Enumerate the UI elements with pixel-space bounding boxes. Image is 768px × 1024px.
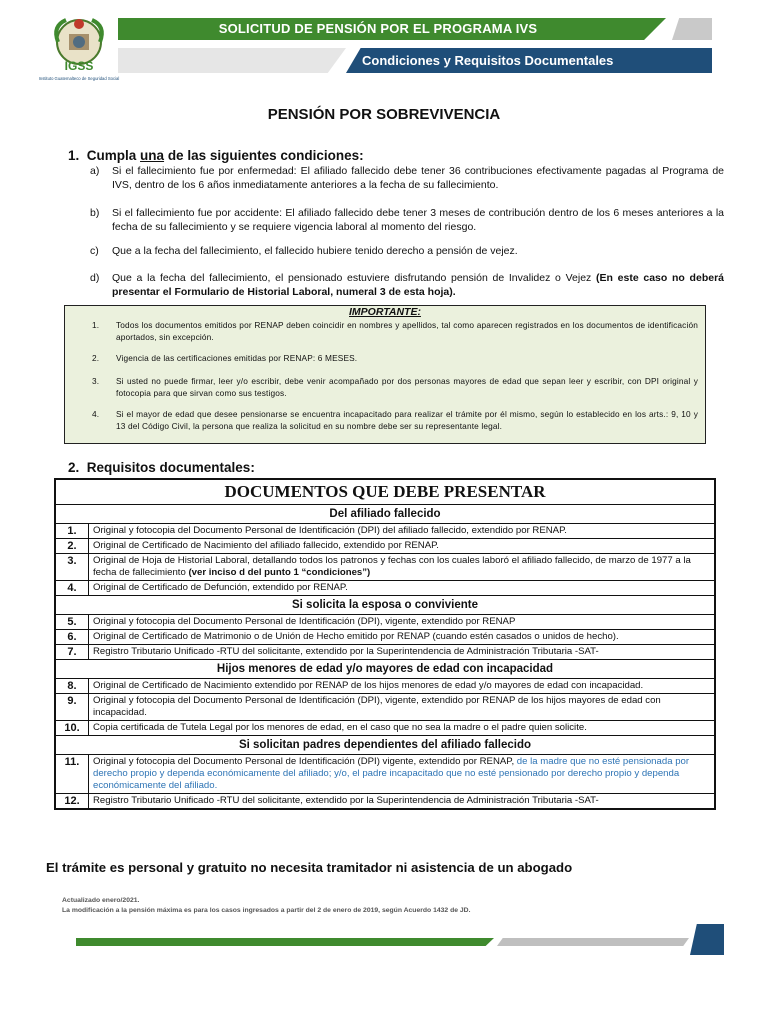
row-number: 12. (56, 794, 89, 809)
footer-note: El trámite es personal y gratuito no necesita tramitador ni asistencia de un abogado (46, 860, 573, 875)
row-note: (ver inciso d del punto 1 “condiciones”) (188, 567, 371, 578)
important-text: Todos los documentos emitidos por RENAP deben coincidir en nombres y apellidos, tal como aparecen registrados en los documentos de identificación aportados, sin excepción. (116, 320, 698, 342)
condition-text: Si el fallecimiento fue por enfermedad: El afiliado fallecido debe tener 36 contribuciones efectivamente pagadas al Programa de IVS, dentro de los 6 años inmediatamente anteriores a la fecha de su fallecimiento. (112, 165, 724, 191)
important-text: Si usted no puede firmar, leer y/o escribir, debe venir acompañado por dos personas mayores de edad que sepan leer y escribir, con DPI original y fotocopia para que sirvan como sus testigos. (116, 376, 698, 398)
important-number: 4. (92, 409, 100, 419)
important-text: Si el mayor de edad que desee pensionarse se encuentra incapacitado para realizar el trámite por él mismo, según lo establecido en los arts.: 9, 10 y 13 del Código Civil, la persona que realiza la solicitud en su nombre debe ser su representante legal. (116, 409, 698, 431)
row-number: 11. (56, 755, 89, 794)
table-row (56, 679, 715, 694)
table-title: DOCUMENTOS QUE DEBE PRESENTAR (56, 480, 715, 505)
row-text: Original de Hoja de Historial Laboral, detallando todos los patronos y fechas con los cuales laboró el afiliado fallecido, de marzo de 1977 a la fecha de fallecimiento (93, 555, 691, 578)
row-text: Original y fotocopia del Documento Personal de Identificación (DPI) vigente, extendido por RENAP, (93, 756, 517, 767)
row-text: Registro Tributario Unificado -RTU del solicitante, extendido por la Superintendencia de Administración Tributaria -SAT- (89, 794, 715, 809)
important-number: 2. (92, 353, 100, 363)
condition-letter: a) (90, 165, 100, 177)
table-row (56, 755, 715, 794)
logo-caption: Instituto Guatemalteco de Seguridad Social (38, 76, 120, 81)
condition-note: (En este caso no deberá presentar el Formulario de Historial Laboral, numeral 3 de esta hoja). (112, 272, 724, 298)
condition-letter: c) (90, 245, 99, 257)
row-number: 3. (56, 554, 89, 581)
table-row (56, 721, 715, 736)
row-text: Original y fotocopia del Documento Personal de Identificación (DPI) del afiliado fallecido, extendido por RENAP. (89, 524, 715, 539)
table-row (56, 581, 715, 596)
banner-accent-light (118, 48, 346, 73)
updated-note: Actualizado enero/2021. (62, 897, 140, 904)
footer-bar-green (76, 938, 494, 946)
table-row (56, 554, 715, 581)
igss-logo (38, 12, 120, 94)
section1-heading-underlined: una (140, 148, 165, 163)
modification-note: La modificación a la pensión máxima es para los casos ingresados a partir del 2 de enero de 2019, según Acuerdo 1432 de JD. (62, 907, 471, 914)
table-row (56, 694, 715, 721)
condition-letter: d) (90, 272, 100, 284)
table-row (56, 539, 715, 554)
row-text: Registro Tributario Unificado -RTU del solicitante, extendido por la Superintendencia de Administración Tributaria -SAT- (89, 645, 715, 660)
row-text: Original y fotocopia del Documento Personal de Identificación (DPI), vigente, extendido por RENAP (89, 615, 715, 630)
important-item (92, 320, 698, 343)
important-text: Vigencia de las certificaciones emitidas por RENAP: 6 MESES. (116, 353, 358, 363)
row-number: 1. (56, 524, 89, 539)
condition-text: Que a la fecha del fallecimiento, el fallecido hubiere tenido derecho a pensión de vejez. (112, 245, 518, 257)
row-number: 4. (56, 581, 89, 596)
row-number: 10. (56, 721, 89, 736)
table-row (56, 794, 715, 809)
table-group-header: Hijos menores de edad y/o mayores de edad con incapacidad (56, 660, 715, 679)
condition-text: Si el fallecimiento fue por accidente: El afiliado fallecido debe tener 3 meses de contribución dentro de los 6 meses anteriores a la fecha de su fallecimiento y se requiere vigencia laboral al momento del riesgo. (112, 207, 724, 233)
section1-heading-start: Cumpla (86, 148, 141, 163)
section1-number: 1. (68, 148, 80, 163)
table-row (56, 615, 715, 630)
condition-c (90, 244, 724, 258)
row-number: 6. (56, 630, 89, 645)
important-item (92, 409, 698, 432)
condition-letter: b) (90, 207, 100, 219)
important-item (92, 353, 698, 365)
section2-heading (68, 460, 255, 475)
table-row (56, 524, 715, 539)
row-text: Copia certificada de Tutela Legal por los menores de edad, en el caso que no sea la madre o el padre quien solicite. (89, 721, 715, 736)
condition-text: Que a la fecha del fallecimiento, el pensionado estuviere disfrutando pensión de Invalidez o Vejez (112, 272, 597, 284)
row-text: Original y fotocopia del Documento Personal de Identificación (DPI), vigente, extendido por RENAP de los hijos mayores de edad con incapacidad. (89, 694, 715, 721)
row-highlight: de la madre que no esté pensionada por derecho propio y dependa económicamente del afiliado; y/o, el padre incapacitado que no esté pensionado por derecho propio y dependa económicamente del afiliado. (93, 756, 690, 791)
row-number: 2. (56, 539, 89, 554)
condition-d (90, 271, 724, 299)
row-number: 5. (56, 615, 89, 630)
table-group-header: Si solicita la esposa o conviviente (56, 596, 715, 615)
section1-heading (68, 148, 364, 163)
condition-a (90, 164, 724, 192)
footer-bar-blue (690, 924, 724, 955)
table-row (56, 630, 715, 645)
section2-heading-text: Requisitos documentales: (86, 460, 255, 475)
row-number: 7. (56, 645, 89, 660)
footer-bar-gray (497, 938, 689, 946)
important-number: 1. (92, 320, 100, 330)
logo-letters: IGSS (64, 59, 94, 73)
section-title: Condiciones y Requisitos Documentales (362, 53, 614, 68)
row-number: 9. (56, 694, 89, 721)
program-title: SOLICITUD DE PENSIÓN POR EL PROGRAMA IVS (218, 21, 538, 36)
row-text: Original de Certificado de Nacimiento del afiliado fallecido, extendido por RENAP. (89, 539, 715, 554)
page-title: PENSIÓN POR SOBREVIVENCIA (267, 106, 501, 123)
table-row (56, 645, 715, 660)
row-number: 8. (56, 679, 89, 694)
documents-table (54, 478, 716, 810)
section2-number: 2. (68, 460, 80, 475)
row-text: Original de Certificado de Defunción, extendido por RENAP. (89, 581, 715, 596)
row-text: Original de Certificado de Matrimonio o de Unión de Hecho emitido por RENAP (cuando estén casados o unidos de hecho). (89, 630, 715, 645)
important-item (92, 376, 698, 399)
important-title: IMPORTANTE: (349, 306, 421, 318)
table-group-header: Si solicitan padres dependientes del afiliado fallecido (56, 736, 715, 755)
important-number: 3. (92, 376, 100, 386)
condition-b (90, 206, 724, 234)
row-text: Original de Certificado de Nacimiento extendido por RENAP de los hijos menores de edad y/o mayores de edad con incapacidad. (89, 679, 715, 694)
table-group-header: Del afiliado fallecido (56, 505, 715, 524)
banner-accent-gray (672, 18, 712, 40)
section1-heading-end: de las siguientes condiciones: (164, 148, 364, 163)
